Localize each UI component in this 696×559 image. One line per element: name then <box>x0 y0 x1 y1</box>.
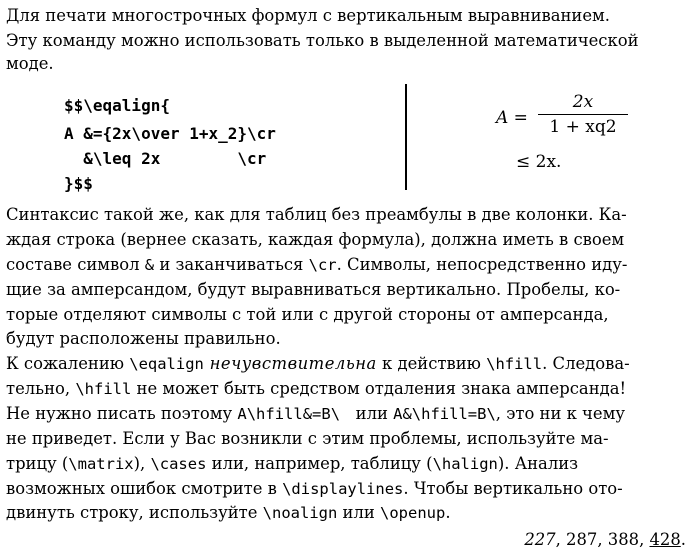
text-line: щие за амперсандом, будут выравниваться вертикально. Пробелы, ко- <box>6 280 621 299</box>
fraction-numerator: 2x <box>572 92 594 112</box>
inline-code: \noalign <box>262 504 338 522</box>
inline-code: & <box>144 256 155 274</box>
text-line: К сожалению \eqalign нечувствительна к действию \hfill. Следова- <box>6 354 630 373</box>
text-line: составе символ & и заканчиваться \cr. Символы, непосредственно иду- <box>6 255 628 274</box>
text-line: трицу (\matrix), \cases или, например, таблицу (\halign). Анализ <box>6 454 579 473</box>
math-fraction <box>538 92 628 137</box>
text-line: двинуть строку, используйте \noalign или \openup. <box>6 503 451 522</box>
text-line: возможных ошибок смотрите в \displaylines. Чтобы вертикально ото- <box>6 479 623 498</box>
fraction-denominator: 1 + xq2 <box>549 117 617 138</box>
code-line: $$\eqalign{ <box>64 96 170 115</box>
code-line: &\leq 2x \cr <box>64 149 267 168</box>
page-ref[interactable]: 227 <box>524 530 556 549</box>
text-line: тельно, \hfill не может быть средством отдаления знака амперсанда! <box>6 379 627 398</box>
text-line: Не нужно писать поэтому A\hfill&=B\ или A&\hfill=B\, это ни к чему <box>6 404 625 423</box>
code-line: A &={2x\over 1+x_2}\cr <box>64 124 276 143</box>
inline-code: \cr <box>308 256 337 274</box>
vertical-divider <box>405 84 407 190</box>
page-ref[interactable]: 287 <box>566 530 598 549</box>
emphasis: нечувствительна <box>203 354 377 373</box>
text-line: не приведет. Если у Вас возникли с этим проблемы, используйте ма- <box>6 429 609 448</box>
inline-code: A&\hfill=B\ <box>393 405 496 423</box>
inline-code: \eqalign <box>129 355 204 373</box>
text-line: Для печати многострочных формул с вертикальным выравниванием. <box>6 6 610 25</box>
math-lhs: A = <box>496 108 528 128</box>
inline-code: \cases <box>150 455 207 473</box>
text-line: Синтаксис такой же, как для таблиц без преамбулы в две колонки. Ка- <box>6 205 627 224</box>
text-line: Эту команду можно использовать только в выделенной математической <box>6 31 639 50</box>
inline-code: A\hfill&=B\ <box>237 405 341 423</box>
page-ref[interactable]: 428 <box>649 530 681 549</box>
text-line: торые отделяют символы с той или с другой стороны от амперсанда, <box>6 305 609 324</box>
text-line: будут расположены правильно. <box>6 329 281 348</box>
inline-code: \openup <box>380 504 446 522</box>
text-line: моде. <box>6 54 54 73</box>
code-line: }$$ <box>64 174 93 193</box>
page-ref[interactable]: 388 <box>607 530 640 549</box>
fraction-bar <box>538 114 628 115</box>
text-line: ждая строка (вернее сказать, каждая формула), должна иметь в своем <box>6 230 625 249</box>
inline-code: \halign <box>432 455 498 473</box>
inline-code: \matrix <box>68 455 134 473</box>
inline-code: \hfill <box>75 380 132 398</box>
page-references: 227, 287, 388, 428. <box>524 530 686 549</box>
inline-code: \displaylines <box>282 480 404 498</box>
math-second-line: ≤ 2x. <box>516 152 562 172</box>
inline-code: \hfill <box>486 355 543 373</box>
